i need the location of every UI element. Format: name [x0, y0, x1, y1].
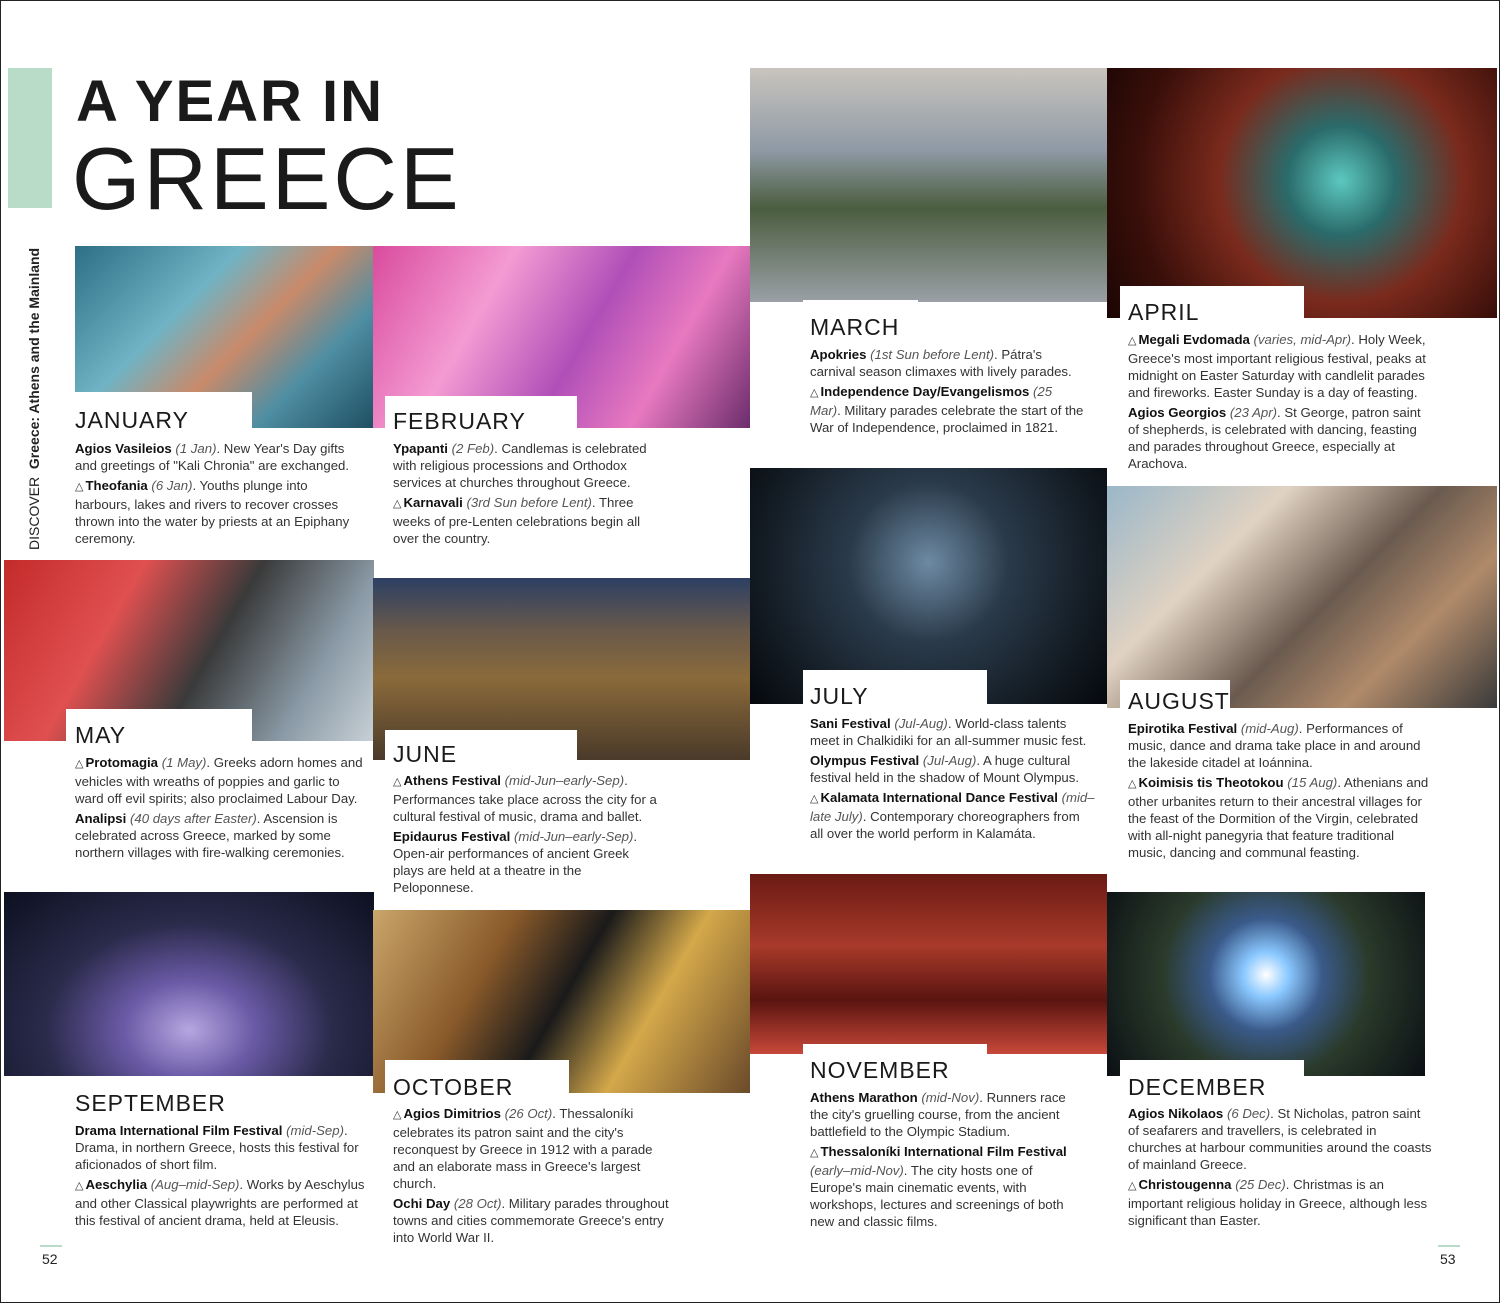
triangle-icon: △ [810, 1147, 819, 1159]
triangle-icon: △ [393, 776, 402, 788]
event-description: . World-class talents meet in Chalkidiki for an all-summer music fest. [810, 716, 1087, 748]
event-name: Koimisis tis Theotokou [1138, 775, 1284, 790]
month-heading-june: JUNE [393, 741, 458, 767]
event-description: . Youths plunge into harbours, lakes and rivers to recover crosses thrown into the water by priests at an Epiphany ceremony. [75, 478, 350, 546]
event-name: Christougenna [1138, 1177, 1232, 1192]
event-description: . St George, patron saint of shepherds, is celebrated with dancing, feasting and parades throughout Greece, especially at Arachova. [1128, 405, 1421, 471]
event-date: (mid-Jun–early-Sep) [513, 829, 634, 844]
event-name: Analipsi [75, 811, 127, 826]
event-date: (40 days after Easter) [129, 811, 257, 826]
event-name: Sani Festival [810, 716, 891, 731]
month-text-september [75, 1122, 365, 1232]
event-name: Agios Nikolaos [1128, 1106, 1224, 1121]
event-description: . Greeks adorn homes and vehicles with wreaths of poppies and garlic to ward off evil spirits; also proclaimed Labour Day. [75, 755, 363, 806]
event-date: (early–mid-Nov) [810, 1163, 904, 1178]
event-date: (mid-Sep) [286, 1123, 344, 1138]
page-title-line1: A YEAR IN [76, 69, 385, 134]
event-entry [75, 1176, 365, 1229]
side-label-prefix: DISCOVER [26, 476, 42, 550]
photo-march-parade [750, 68, 1107, 302]
triangle-icon: △ [810, 793, 819, 805]
photo-august-dancers [1107, 486, 1497, 708]
month-heading-september: SEPTEMBER [75, 1090, 226, 1116]
event-description: . Candlemas is celebrated with religious processions and Orthodox services at churches throughout Greece. [393, 441, 647, 490]
event-date: (2 Feb) [451, 441, 495, 456]
triangle-icon: △ [1128, 1180, 1137, 1192]
month-heading-october: OCTOBER [393, 1074, 514, 1100]
event-entry [1128, 1176, 1433, 1229]
event-description: . Contemporary choreographers from all over the world perform in Kalamáta. [810, 809, 1080, 841]
event-name: Ochi Day [393, 1196, 451, 1211]
photo-july-dance [750, 468, 1107, 704]
month-text-july [810, 715, 1095, 845]
month-text-february [393, 440, 655, 550]
page-number-rule-right [1438, 1245, 1460, 1247]
event-entry [393, 828, 663, 896]
event-date: (25 Dec) [1235, 1177, 1286, 1192]
event-entry [393, 1195, 678, 1246]
photo-december-christmas-tree [1107, 892, 1425, 1076]
photo-november-cinema-hall [750, 874, 1107, 1054]
month-text-november [810, 1089, 1075, 1233]
event-entry [810, 346, 1085, 380]
event-entry [810, 383, 1085, 436]
event-description: . Thessaloníki celebrates its patron saint and the city's reconquest by Greece in 1912 with a parade and an elaborate mass in Greece's largest church. [393, 1106, 653, 1191]
event-description: . Military parades celebrate the start of the War of Independence, proclaimed in 1821. [810, 403, 1084, 435]
event-entry [1128, 404, 1433, 472]
event-name: Theofania [85, 478, 148, 493]
event-description: . Military parades throughout towns and cities commemorate Greece's entry into World War II. [393, 1196, 669, 1245]
event-date: (Jul-Aug) [922, 753, 977, 768]
page-title-line2: GREECE [72, 129, 462, 228]
event-description: . New Year's Day gifts and greetings of "Kali Chronia" are exchanged. [75, 441, 350, 473]
month-text-may [75, 754, 365, 864]
month-text-march [810, 346, 1085, 439]
event-date: (mid–late July) [810, 790, 1095, 824]
photo-september-night-theatre [4, 892, 374, 1076]
month-heading-july: JULY [810, 683, 869, 709]
month-text-january [75, 440, 365, 550]
event-entry [810, 752, 1095, 786]
triangle-icon: △ [1128, 335, 1137, 347]
section-tab [8, 68, 52, 208]
event-name: Agios Georgios [1128, 405, 1227, 420]
month-heading-november: NOVEMBER [810, 1057, 950, 1083]
event-description: . Open-air performances of ancient Greek plays are held at a theatre in the Peloponnese. [393, 829, 638, 895]
event-date: (1 Jan) [175, 441, 217, 456]
event-entry [75, 477, 365, 547]
triangle-icon: △ [75, 1180, 84, 1192]
month-heading-august: AUGUST [1128, 688, 1230, 714]
event-name: Karnavali [403, 495, 463, 510]
event-date: (Jul-Aug) [894, 716, 948, 731]
event-date: (varies, mid-Apr) [1253, 332, 1351, 347]
event-description: . Works by Aeschylus and other Classical playwrights are performed at this festival of ancient drama, held at Eleusis. [75, 1177, 365, 1228]
event-description: . Three weeks of pre-Lenten celebrations begin all over the country. [393, 495, 641, 546]
event-entry [1128, 331, 1433, 401]
event-name: Megali Evdomada [1138, 332, 1250, 347]
triangle-icon: △ [75, 481, 84, 493]
month-text-august [1128, 720, 1433, 864]
page-number-left: 52 [42, 1251, 58, 1267]
month-text-april [1128, 331, 1433, 475]
photo-april-lanterns [1107, 68, 1497, 318]
event-name: Athens Festival [403, 773, 501, 788]
event-date: (25 Mar) [810, 384, 1053, 418]
event-entry [75, 440, 365, 474]
event-date: (Aug–mid-Sep) [150, 1177, 240, 1192]
event-description: . Holy Week, Greece's most important religious festival, peaks at midnight on Easter Saturday with candlelit parades and fireworks. Easter Sunday is a day of feasting. [1128, 332, 1426, 400]
month-heading-december: DECEMBER [1128, 1074, 1267, 1100]
event-description: . A huge cultural festival held in the shadow of Mount Olympus. [810, 753, 1080, 785]
triangle-icon: △ [810, 387, 819, 399]
event-entry [75, 810, 365, 861]
event-entry [393, 1105, 678, 1192]
event-date: (26 Oct) [504, 1106, 553, 1121]
triangle-icon: △ [1128, 778, 1137, 790]
event-name: Thessaloníki International Film Festival [820, 1144, 1067, 1159]
event-entry [1128, 720, 1433, 771]
event-name: Olympus Festival [810, 753, 920, 768]
event-date: (23 Apr) [1229, 405, 1278, 420]
event-name: Apokries [810, 347, 867, 362]
triangle-icon: △ [393, 1109, 402, 1121]
event-description: . Drama, in northern Greece, hosts this festival for aficionados of short film. [75, 1123, 359, 1172]
event-date: (15 Aug) [1287, 775, 1338, 790]
event-entry [393, 494, 655, 547]
event-date: (1st Sun before Lent) [870, 347, 994, 362]
triangle-icon: △ [393, 498, 402, 510]
event-description: . Christmas is an important religious holiday in Greece, although less significant than Easter. [1128, 1177, 1428, 1228]
event-entry [810, 789, 1095, 842]
event-description: . St Nicholas, patron saint of seafarers and travellers, is celebrated in churches at harbour communities around the coasts of mainland Greece. [1128, 1106, 1432, 1172]
event-name: Drama International Film Festival [75, 1123, 283, 1138]
month-heading-april: APRIL [1128, 299, 1200, 325]
event-entry [393, 440, 655, 491]
event-date: (6 Dec) [1226, 1106, 1271, 1121]
event-name: Agios Dimitrios [403, 1106, 501, 1121]
event-description: . Runners race the city's gruelling course, from the ancient battlefield to the Olympic Stadium. [810, 1090, 1066, 1139]
event-name: Protomagia [85, 755, 159, 770]
side-section-label [26, 248, 42, 550]
event-name: Epirotika Festival [1128, 721, 1238, 736]
event-entry [1128, 774, 1433, 861]
event-name: Athens Marathon [810, 1090, 918, 1105]
event-entry [810, 1089, 1075, 1140]
event-entry [810, 1143, 1075, 1230]
event-name: Epidaurus Festival [393, 829, 511, 844]
event-name: Ypapanti [393, 441, 448, 456]
triangle-icon: △ [75, 758, 84, 770]
month-text-october [393, 1105, 678, 1249]
event-entry [75, 754, 365, 807]
event-description: . Ascension is celebrated across Greece, marked by some northern villages with fire-walking ceremonies. [75, 811, 345, 860]
event-name: Kalamata International Dance Festival [820, 790, 1058, 805]
event-date: (28 Oct) [453, 1196, 502, 1211]
event-description: . Athenians and other urbanites return to their ancestral villages for the feast of the Dormition of the Virgin, celebrated with all-night panegyria that feature traditional music, dancing and communal feasting. [1128, 775, 1429, 860]
month-heading-february: FEBRUARY [393, 408, 526, 434]
event-description: . Performances take place across the city for a cultural festival of music, drama and ballet. [393, 773, 657, 824]
month-heading-may: MAY [75, 722, 127, 748]
event-date: (mid-Nov) [921, 1090, 980, 1105]
event-name: Independence Day/Evangelismos [820, 384, 1030, 399]
month-heading-january: JANUARY [75, 407, 189, 433]
event-date: (1 May) [161, 755, 207, 770]
event-date: (mid-Aug) [1240, 721, 1299, 736]
page-number-right: 53 [1440, 1251, 1456, 1267]
event-name: Agios Vasileios [75, 441, 172, 456]
month-text-december [1128, 1105, 1433, 1232]
event-entry [393, 772, 663, 825]
event-description: . Performances of music, dance and drama take place in and around the lakeside citadel at Ioánnina. [1128, 721, 1421, 770]
event-date: (mid-Jun–early-Sep) [504, 773, 625, 788]
event-name: Aeschylia [85, 1177, 148, 1192]
event-entry [810, 715, 1095, 749]
month-text-june [393, 772, 663, 899]
event-description: . The city hosts one of Europe's main cinematic events, with workshops, lectures and screenings of both new and classic films. [810, 1163, 1064, 1229]
event-entry [75, 1122, 365, 1173]
side-label-section: Greece: Athens and the Mainland [26, 247, 42, 470]
month-heading-march: MARCH [810, 314, 900, 340]
event-date: (6 Jan) [151, 478, 193, 493]
event-description: . Pátra's carnival season climaxes with lively parades. [810, 347, 1072, 379]
event-entry [1128, 1105, 1433, 1173]
page-number-rule-left [40, 1245, 62, 1247]
event-date: (3rd Sun before Lent) [466, 495, 592, 510]
